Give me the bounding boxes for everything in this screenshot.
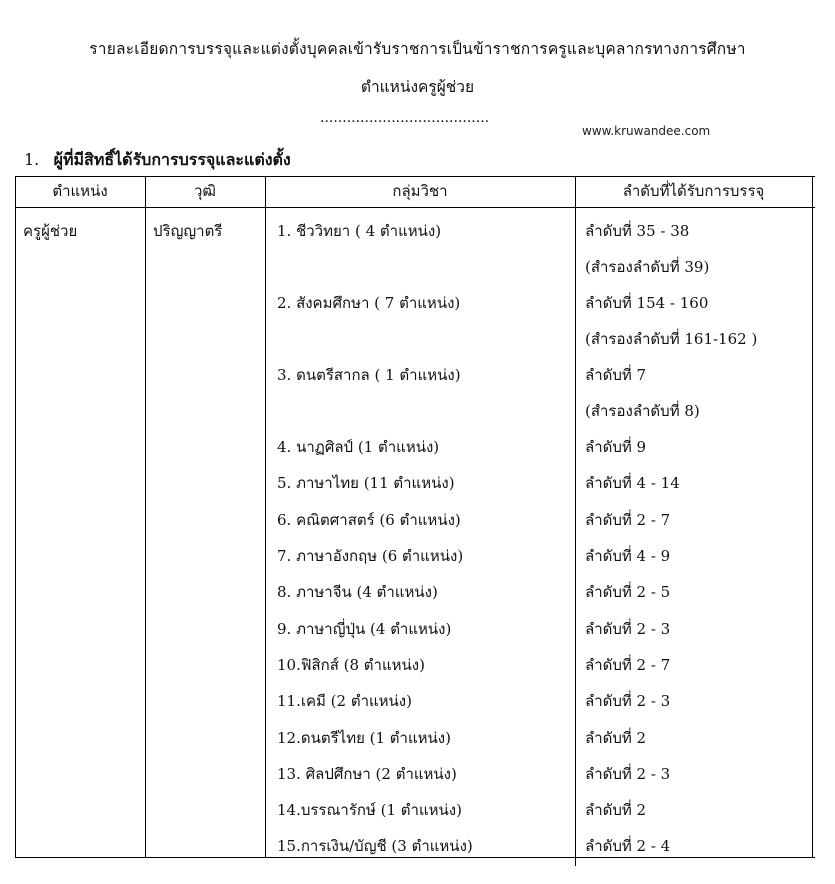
- appointment-table: [15, 176, 815, 866]
- position-cell: ครูผู้ช่วย: [23, 222, 78, 240]
- header-subject-group: กลุ่มวิชา: [392, 182, 448, 200]
- subject-cell: 13. ศิลปศึกษา (2 ตำแหน่ง): [277, 765, 457, 783]
- column-divider: [575, 176, 576, 866]
- column-divider: [145, 176, 146, 858]
- rank-cell: ลำดับที่ 2 - 3: [585, 765, 671, 783]
- header-position: ตำแหน่ง: [52, 182, 108, 200]
- subject-cell: 1. ชีววิทยา ( 4 ตำแหน่ง): [277, 222, 442, 240]
- qualification-cell: ปริญญาตรี: [153, 222, 223, 240]
- website-watermark: www.kruwandee.com: [582, 124, 711, 138]
- section-heading: [24, 148, 291, 173]
- rank-cell: ลำดับที่ 2 - 7: [585, 656, 671, 674]
- rank-cell: ลำดับที่ 2 - 5: [585, 583, 671, 601]
- separator-line: ......................................: [320, 110, 490, 126]
- subject-cell: 5. ภาษาไทย (11 ตำแหน่ง): [277, 474, 455, 492]
- subject-cell: 3. ดนตรีสากล ( 1 ตำแหน่ง): [277, 366, 461, 384]
- rank-cell: ลำดับที่ 35 - 38: [585, 222, 690, 240]
- rank-cell: ลำดับที่ 4 - 9: [585, 547, 671, 565]
- section-number: 1.: [24, 150, 40, 169]
- section-title: ผู้ที่มีสิทธิ์ได้รับการบรรจุและแต่งตั้ง: [53, 150, 291, 169]
- rank-cell: ลำดับที่ 2 - 7: [585, 511, 671, 529]
- subject-cell: 11.เคมี (2 ตำแหน่ง): [277, 692, 412, 710]
- reserve-rank-cell: (สำรองลำดับที่ 161-162 ): [585, 330, 758, 348]
- rank-cell: ลำดับที่ 4 - 14: [585, 474, 680, 492]
- subject-cell: 14.บรรณารักษ์ (1 ตำแหน่ง): [277, 801, 462, 819]
- header-bottom-border: [15, 207, 815, 208]
- header-rank: ลำดับที่ได้รับการบรรจุ: [622, 182, 765, 200]
- column-divider: [265, 176, 266, 858]
- subject-cell: 15.การเงิน/บัญชี (3 ตำแหน่ง): [277, 837, 473, 855]
- subject-cell: 6. คณิตศาสตร์ (6 ตำแหน่ง): [277, 511, 461, 529]
- column-divider: [15, 176, 16, 858]
- subject-cell: 12.ดนตรีไทย (1 ตำแหน่ง): [277, 729, 451, 747]
- rank-cell: ลำดับที่ 9: [585, 438, 647, 456]
- rank-cell: ลำดับที่ 2: [585, 801, 647, 819]
- column-divider: [812, 176, 813, 858]
- document-title: รายละเอียดการบรรจุและแต่งตั้งบุคคลเข้ารับราชการเป็นข้าราชการครูและบุคลากรทางการศึกษา: [89, 40, 746, 58]
- rank-cell: ลำดับที่ 2 - 3: [585, 692, 671, 710]
- subject-cell: 7. ภาษาอังกฤษ (6 ตำแหน่ง): [277, 547, 464, 565]
- subject-cell: 2. สังคมศึกษา ( 7 ตำแหน่ง): [277, 294, 461, 312]
- rank-cell: ลำดับที่ 154 - 160: [585, 294, 709, 312]
- subject-cell: 4. นาฏศิลป์ (1 ตำแหน่ง): [277, 438, 440, 456]
- rank-cell: ลำดับที่ 7: [585, 366, 647, 384]
- reserve-rank-cell: (สำรองลำดับที่ 39): [585, 258, 710, 276]
- subject-cell: 10.ฟิสิกส์ (8 ตำแหน่ง): [277, 656, 425, 674]
- reserve-rank-cell: (สำรองลำดับที่ 8): [585, 402, 700, 420]
- rank-cell: ลำดับที่ 2 - 3: [585, 620, 671, 638]
- document-subtitle: ตำแหน่งครูผู้ช่วย: [360, 78, 475, 96]
- subject-cell: 8. ภาษาจีน (4 ตำแหน่ง): [277, 583, 438, 601]
- header-qualification: วุฒิ: [194, 182, 216, 200]
- subject-cell: 9. ภาษาญี่ปุ่น (4 ตำแหน่ง): [277, 620, 452, 638]
- rank-cell: ลำดับที่ 2 - 4: [585, 837, 671, 855]
- rank-cell: ลำดับที่ 2: [585, 729, 647, 747]
